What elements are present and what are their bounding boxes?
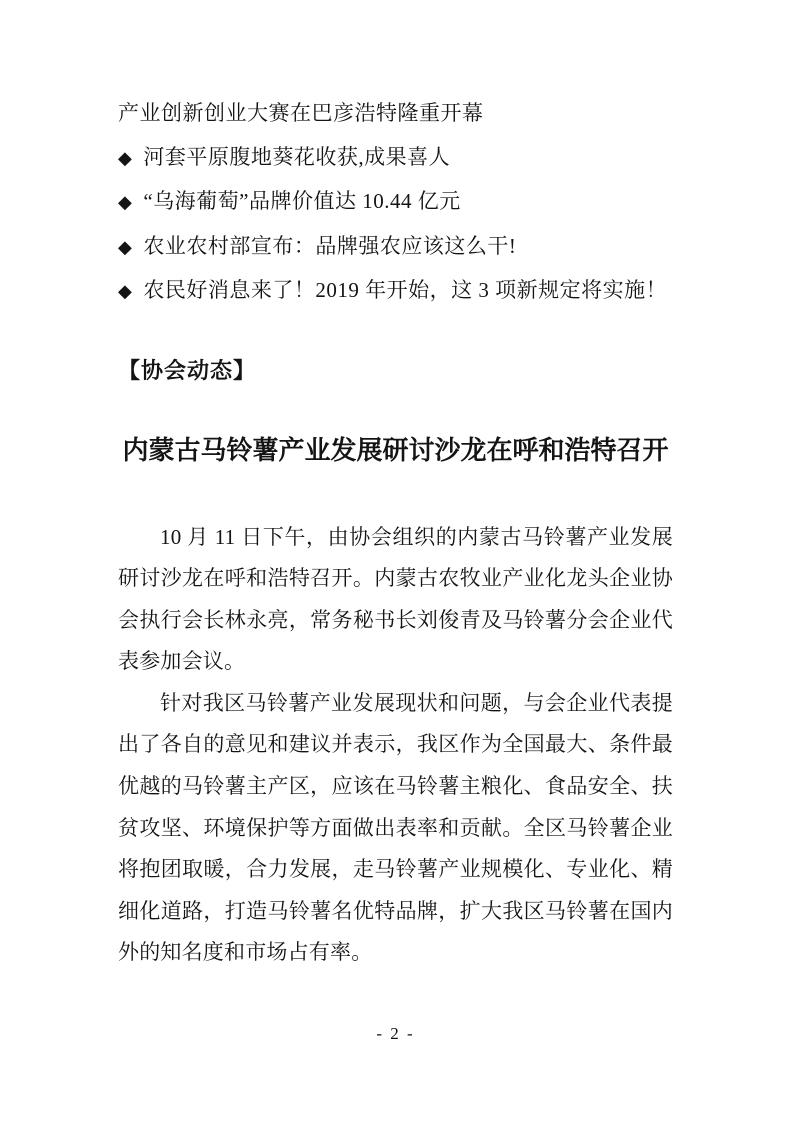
news-headline-list — [118, 92, 673, 314]
news-headline-item — [118, 180, 673, 225]
news-headline-text: 农民好消息来了！2019 年开始，这 3 项新规定将实施！ — [143, 278, 668, 302]
diamond-bullet-icon: ◆ — [118, 281, 133, 302]
diamond-bullet-icon: ◆ — [118, 147, 133, 169]
news-headline-text: “乌海葡萄”品牌价值达 10.44 亿元 — [143, 189, 461, 213]
body-paragraph: 10 月 11 日下午，由协会组织的内蒙古马铃薯产业发展研讨沙龙在呼和浩特召开。内蒙古农牧业产业化龙头企业协会执行会长林永亮，常务秘书长刘俊青及马铃薯分会企业代表参加会议。 — [118, 524, 673, 674]
news-headline-item — [118, 136, 673, 181]
page-number: - 2 - — [376, 1024, 415, 1044]
news-headline-text: 农业农村部宣布：品牌强农应该这么干! — [143, 233, 517, 258]
news-headline-item — [118, 269, 673, 314]
diamond-bullet-icon: ◆ — [118, 192, 133, 213]
section-label: 【协会动态】 — [118, 357, 257, 383]
news-headline-item — [118, 92, 673, 136]
news-headline-item — [118, 225, 673, 270]
news-headline-text: 产业创新创业大赛在巴彦浩特隆重开幕 — [118, 101, 484, 125]
news-headline-text: 河套平原腹地葵花收获,成果喜人 — [143, 144, 451, 169]
body-paragraph: 针对我区马铃薯产业发展现状和问题，与会企业代表提出了各自的意见和建议并表示，我区作为全国最大、条件最优越的马铃薯主产区，应该在马铃薯主粮化、食品安全、扶贫攻坚、环境保护等方面做出表率和贡献。全区马铃薯企业将抱团取暖，合力发展，走马铃薯产业规模化、专业化、精细化道路，打造马铃薯名优特品牌，扩大我区马铃薯在国内外的知名度和市场占有率。 — [118, 690, 673, 965]
article-title: 内蒙古马铃薯产业发展研讨沙龙在呼和浩特召开 — [122, 435, 669, 465]
diamond-bullet-icon: ◆ — [118, 236, 133, 258]
